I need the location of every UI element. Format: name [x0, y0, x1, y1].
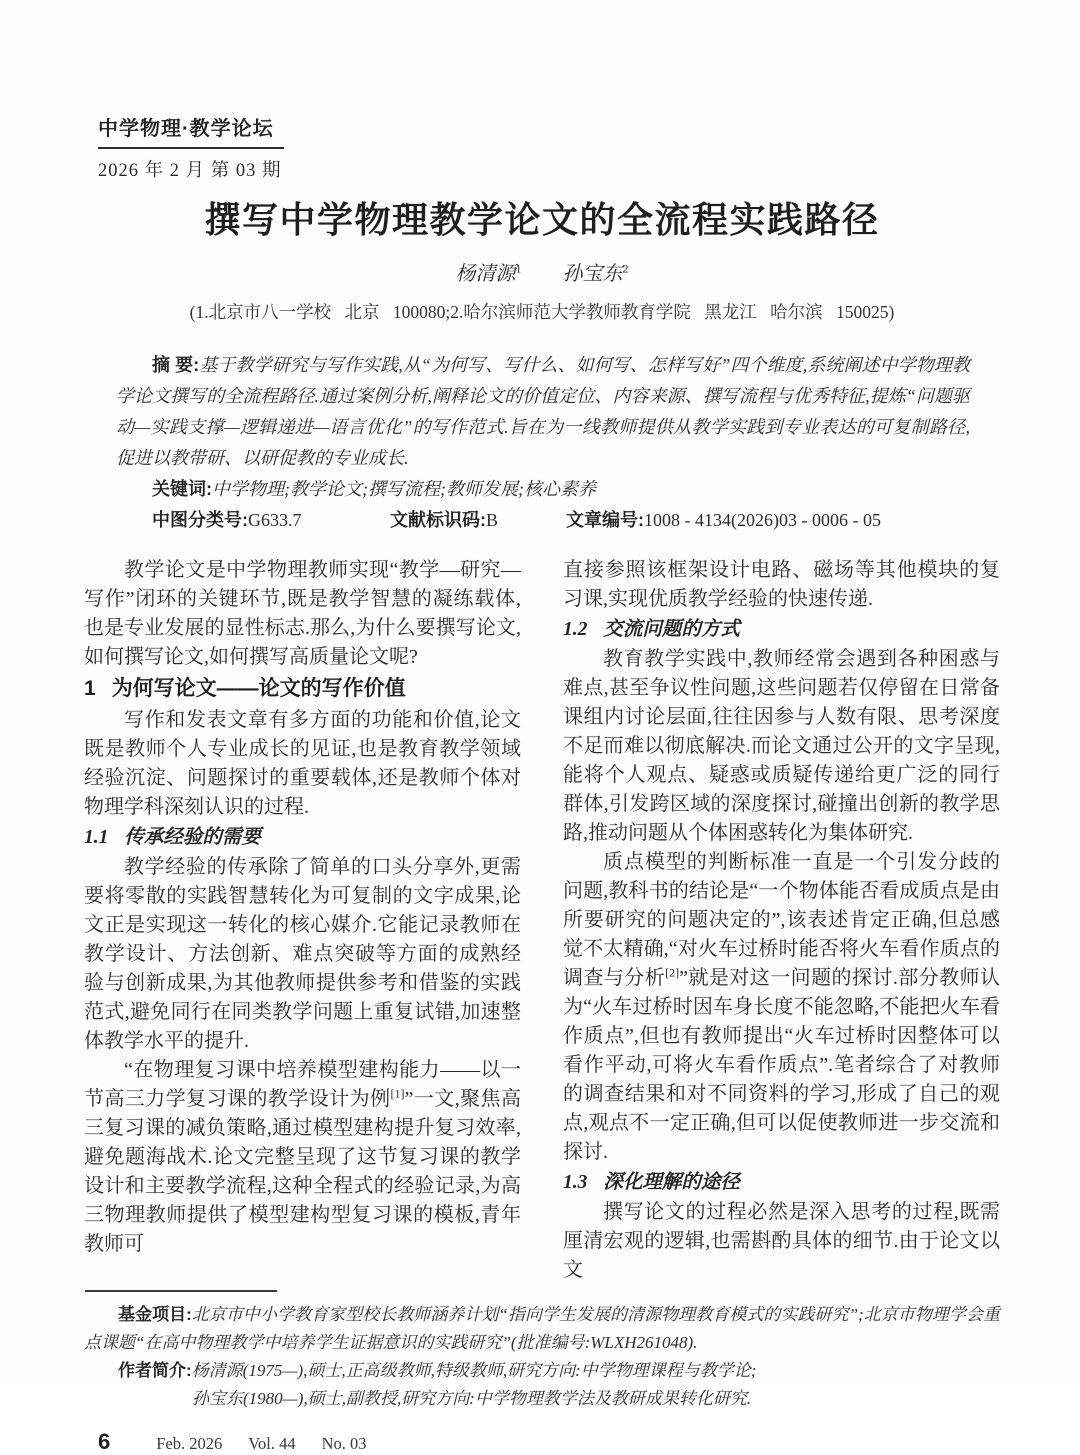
subsection-number: 1.3	[563, 1171, 588, 1193]
footer-issue-no: No. 03	[321, 1433, 367, 1453]
author-1-sup: 1	[515, 261, 522, 275]
paragraph: 教学经验的传承除了简单的口头分享外,更需要将零散的实践智慧转化为可复制的文字成果,论文正是实现这一转化的核心媒介.它能记录教师在教学设计、方法创新、难点突破等方面的成熟经验与创新成果,为其他教师提供参考和借鉴的实践范式,避免同行在同类教学问题上重复试错,加速整体教学水平的提升.	[84, 855, 521, 1052]
clc-item	[152, 505, 390, 536]
fund-text: 北京市中小学教育家型校长教师涵养计划“指向学生发展的清源物理教育模式的实践研究”;北京市物理学会重点课题“在高中物理教学中培养学生证据意识的实践研究”(批准编号:WLXH261048).	[84, 1304, 1000, 1352]
paragraph: 教学论文是中学物理教师实现“教学—研究—写作”闭环的关键环节,既是教学智慧的凝练载体,也是专业发展的显性标志.那么,为什么要撰写论文,如何撰写论文,如何撰写高质量论文呢?	[84, 558, 521, 668]
reference-superscript-2: [2]	[665, 965, 680, 979]
author-1	[456, 263, 522, 285]
abstract-label: 摘 要:	[152, 354, 200, 375]
reference-superscript-1: [1]	[390, 1086, 405, 1100]
front-matter	[116, 350, 970, 536]
right-column	[563, 556, 1000, 1285]
bio-1-text: 杨清源(1975—),硕士,正高级教师,特级教师,研究方向:中学物理课程与教学论;	[191, 1360, 757, 1380]
article-title: 撰写中学物理教学论文的全流程实践路径	[204, 200, 880, 240]
paragraph: 写作和发表文章有多方面的功能和价值,论文既是教师个人专业成长的见证,也是教育教学领域经验沉淀、问题探讨的重要载体,还是教师个体对物理学科深刻认识的过程.	[84, 708, 521, 818]
footnote-divider	[85, 1290, 277, 1292]
paragraph: 撰写论文的过程必然是深入思考的过程,既需厘清宏观的逻辑,也需斟酌具体的细节.由于论文以文	[563, 1200, 1000, 1281]
author-2-sup: 2	[622, 261, 629, 275]
body-columns	[84, 556, 1000, 1285]
article-no-item	[566, 510, 881, 530]
paragraph-text: “在物理复习课中培养模型建构能力——以一节高三力学复习课的教学设计为例	[84, 1058, 521, 1110]
keywords-line	[116, 474, 970, 505]
paragraph	[84, 1056, 521, 1259]
paragraph	[563, 848, 1000, 1167]
subsection-heading-1-1	[84, 823, 521, 852]
doc-code-item	[390, 505, 566, 536]
clc-label: 中图分类号:	[152, 509, 248, 530]
article-no-label: 文章编号:	[566, 509, 644, 530]
paragraph: 直接参照该框架设计电路、磁场等其他模块的复习课,实现优质教学经验的快速传递.	[563, 558, 1000, 610]
author-2	[563, 263, 629, 285]
author-bio-1	[84, 1357, 1000, 1385]
left-column	[84, 556, 521, 1285]
keywords-label: 关键词:	[152, 478, 212, 499]
footer-volume: Vol. 44	[248, 1433, 296, 1453]
doc-code-value: B	[486, 509, 499, 530]
keywords-text: 中学物理;教学论文;撰写流程;教师发展;核心素养	[212, 478, 596, 499]
paragraph-text: ”就是对这一问题的探讨.部分教师认为“火车过桥时因车身长度不能忽略,不能把火车看作质点”,但也有教师提出“火车过桥时因整体可以看作平动,可将火车看作质点”.笔者综合了对教师的调查结果和对不同资料的学习,形成了自己的观点,观点不一定正确,但可以促使教师进一步交流和探讨.	[563, 966, 1000, 1163]
masthead-issue: 2026 年 2 月 第 03 期	[98, 161, 282, 181]
affiliation: (1.北京市八一学校 北京 100080;2.哈尔滨师范大学教师教育学院 黑龙江 哈尔滨 150025)	[189, 301, 895, 322]
subsection-heading-1-2	[563, 615, 1000, 644]
meta-line	[116, 505, 970, 536]
section-title: 为何写论文——论文的写作价值	[111, 676, 406, 700]
fund-note	[84, 1301, 1000, 1357]
subsection-number: 1.2	[563, 618, 588, 640]
paragraph-text: ”一文,聚焦高三复习课的减负策略,通过模型建构提升复习效率,避免题海战术.论文完整呈现了这节复习课的教学设计和主要教学流程,这种全程式的经验记录,为高三物理教师提供了模型建构型复习课的模板,青年教师可	[84, 1087, 521, 1255]
section-heading-1	[84, 674, 521, 703]
fund-label: 基金项目:	[118, 1304, 192, 1324]
clc-value: G633.7	[248, 509, 302, 530]
author-bio-2: 孙宝东(1980—),硕士,副教授,研究方向:中学物理教学法及教研成果转化研究.	[192, 1388, 752, 1408]
page-footer	[98, 1429, 1000, 1455]
bio-label: 作者简介:	[118, 1360, 192, 1380]
masthead-title: 中学物理·教学论坛	[98, 112, 284, 149]
journal-masthead	[98, 112, 284, 182]
page-number: 6	[98, 1428, 111, 1454]
section-number: 1	[84, 676, 96, 700]
abstract-paragraph	[116, 350, 970, 474]
paragraph-text: 质点模型的判断标准一直是一个引发分歧的问题,教科书的结论是“一个物体能否看成质点是由所要研究的问题决定的”,该表述肯定正确,但总感觉不太精确,“对火车过桥时能否将火车看作质点的调查与分析	[563, 850, 1000, 989]
article-no-value: 1008 - 4134(2026)03 - 0006 - 05	[644, 509, 881, 530]
subsection-number: 1.1	[84, 826, 109, 848]
subsection-title: 传承经验的需要	[124, 826, 261, 848]
subsection-title: 深化理解的途径	[603, 1171, 740, 1193]
author-2-name: 孙宝东	[562, 262, 623, 285]
abstract-text: 基于教学研究与写作实践,从“为何写、写什么、如何写、怎样写好”四个维度,系统阐述中学物理教学论文撰写的全流程路径.通过案例分析,阐释论文的价值定位、内容来源、撰写流程与优秀特征,提炼“问题驱动—实践支撑—逻辑递进—语言优化”的写作范式.旨在为一线教师提供从教学实践到专业表达的可复制路径,促进以教带研、以研促教的专业成长.	[116, 354, 970, 468]
authors-row	[84, 254, 1000, 288]
author-1-name: 杨清源	[455, 262, 516, 285]
subsection-heading-1-3	[563, 1168, 1000, 1197]
paragraph: 教育教学实践中,教师经常会遇到各种困惑与难点,甚至争议性问题,这些问题若仅停留在日常备课组内讨论层面,往往因参与人数有限、思考深度不足而难以彻底解决.而论文通过公开的文字呈现,能将个人观点、疑惑或质疑传递给更广泛的同行群体,引发跨区域的深度探讨,碰撞出创新的教学思路,推动问题从个体困惑转化为集体研究.	[563, 647, 1000, 844]
subsection-title: 交流问题的方式	[603, 618, 740, 640]
doc-code-label: 文献标识码:	[390, 509, 486, 530]
footnote-block	[84, 1301, 1000, 1413]
footer-date: Feb. 2026	[156, 1433, 223, 1453]
